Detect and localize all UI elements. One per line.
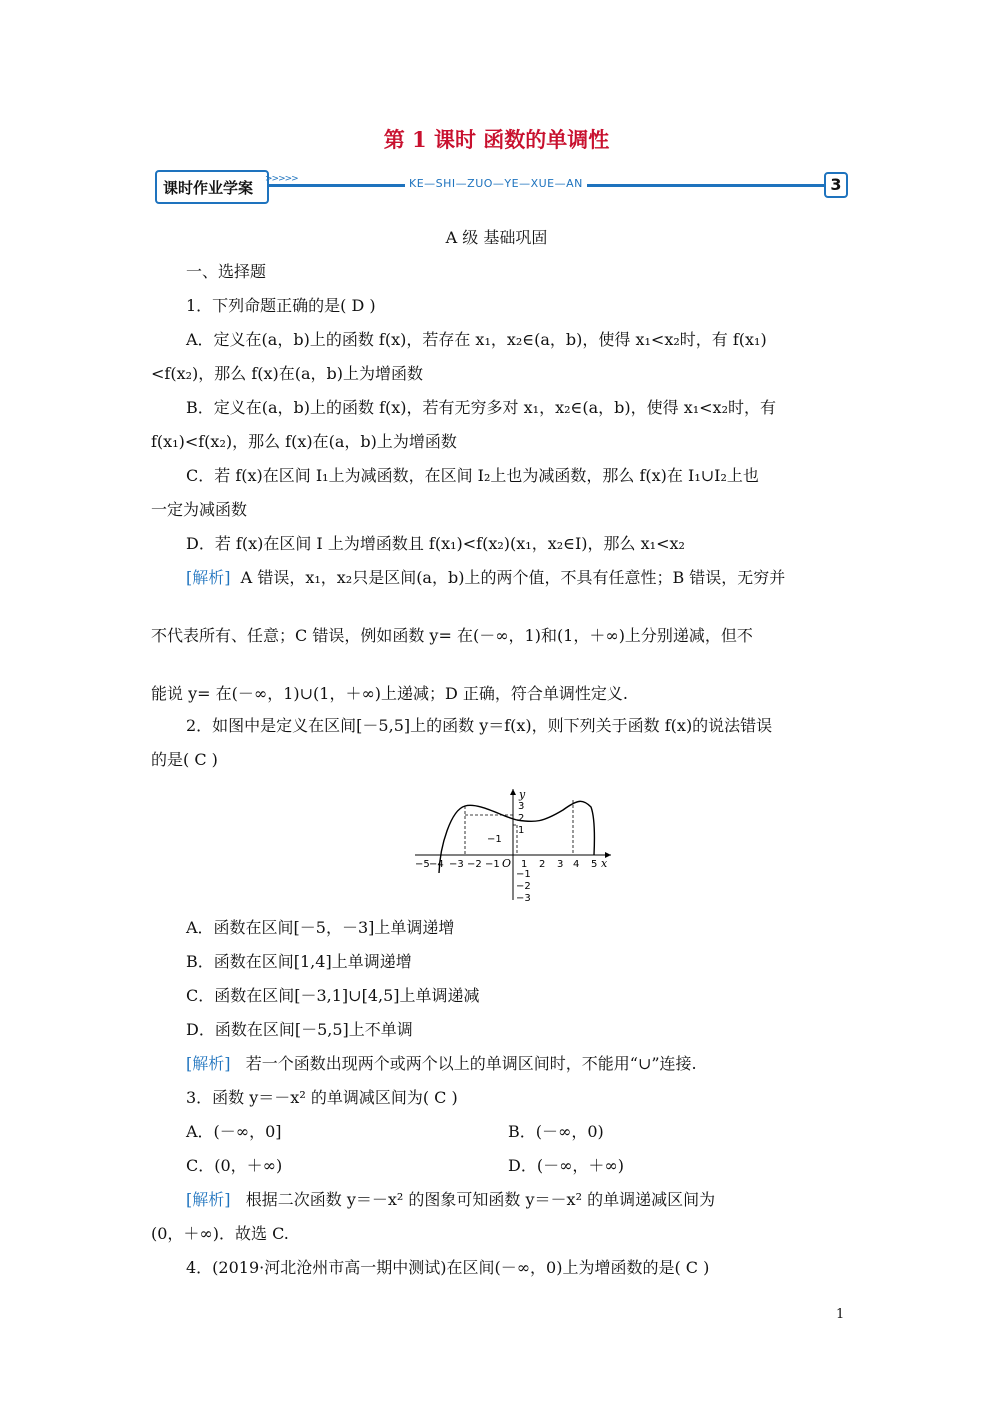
q2-analysis [186, 1054, 697, 1074]
q1-option-b-line2: f(x₁)<f(x₂)，那么 f(x)在(a，b)上为增函数 [151, 432, 457, 451]
section-heading: 一、选择题 [186, 262, 267, 281]
y-tick-label: −3 [516, 893, 531, 903]
q2-analysis-text: 若一个函数出现两个或两个以上的单调区间时，不能用“∪”连接. [245, 1054, 697, 1073]
inner-label: −1 [487, 834, 502, 845]
q3-option-b: B．(－∞，0) [508, 1122, 604, 1141]
analysis-tag: [解析] [186, 1054, 231, 1073]
x-tick-label: 2 [539, 859, 546, 870]
q1-analysis-line3: 能说 y= 在(－∞，1)∪(1，＋∞)上递减；D 正确，符合单调性定义. [151, 684, 629, 703]
page-number: 1 [836, 1307, 845, 1322]
q3-analysis-line1 [186, 1190, 715, 1210]
q3-option-d: D．(－∞，＋∞) [508, 1156, 624, 1175]
q2-option-c: C．函数在区间[－3,1]∪[4,5]上单调递减 [186, 986, 480, 1005]
origin-label: O [502, 857, 512, 870]
q1-option-c-line1: C．若 f(x)在区间 I₁上为减函数，在区间 I₂上也为减函数，那么 f(x)在 I₁∪I₂上也 [186, 466, 759, 485]
level-heading: A 级 基础巩固 [445, 228, 548, 247]
x-tick-label: −4 [429, 859, 444, 870]
q3-stem: 3．函数 y＝－x² 的单调减区间为( C ) [186, 1088, 458, 1107]
q1-analysis-line2: 不代表所有、任意；C 错误，例如函数 y= 在(－∞，1)和(1，＋∞)上分别递减，但不 [151, 626, 753, 645]
q1-option-b-line1: B．定义在(a，b)上的函数 f(x)，若有无穷多对 x₁，x₂∈(a，b)，使得 x₁<x₂时，有 [186, 398, 776, 417]
y-tick-label: 3 [518, 801, 525, 812]
x-tick-label: 4 [573, 859, 580, 870]
banner-arrows: >>>>> [265, 174, 298, 184]
banner-pinyin: KE—SHI—ZUO—YE—XUE—AN [405, 177, 587, 190]
q1-option-c-line2: 一定为减函数 [151, 500, 248, 519]
q1-analysis-text: A 错误，x₁，x₂只是区间(a，b)上的两个值，不具有任意性；B 错误，无穷并 [240, 568, 786, 587]
x-tick-label: 1 [521, 859, 528, 870]
section-banner [155, 170, 850, 204]
y-tick-label: 1 [518, 825, 525, 836]
q1-option-a-line1: A．定义在(a，b)上的函数 f(x)，若存在 x₁，x₂∈(a，b)，使得 x₁<x₂时，有 f(x₁) [186, 330, 767, 349]
y-tick-label: 2 [518, 813, 525, 824]
q2-option-d: D．函数在区间[－5,5]上不单调 [186, 1020, 413, 1039]
function-graph [413, 785, 613, 903]
page-title: 第 1 课时 函数的单调性 [383, 127, 610, 152]
q2-stem-line2: 的是( C ) [151, 750, 218, 769]
y-axis-label: y [519, 788, 526, 801]
banner-number: 3 [824, 172, 848, 198]
q1-analysis-line1 [186, 568, 785, 588]
x-tick-label: 5 [591, 859, 598, 870]
x-tick-label: −2 [467, 859, 482, 870]
x-tick-label: −5 [415, 859, 430, 870]
q3-analysis-line2: (0，＋∞)．故选 C. [151, 1224, 289, 1243]
q1-stem: 1．下列命题正确的是( D ) [186, 296, 376, 315]
q3-option-a: A．(－∞，0] [186, 1122, 282, 1141]
analysis-tag: [解析] [186, 1190, 231, 1209]
analysis-tag: [解析] [186, 568, 231, 587]
y-tick-label: −1 [516, 869, 531, 880]
y-axis-arrow [510, 789, 516, 795]
x-tick-label: 3 [557, 859, 564, 870]
x-axis-label: x [601, 857, 608, 870]
y-tick-label: −2 [516, 881, 531, 892]
q4-stem: 4．(2019·河北沧州市高一期中测试)在区间(－∞，0)上为增函数的是( C ) [186, 1258, 710, 1277]
q1-option-a-line2: <f(x₂)，那么 f(x)在(a，b)上为增函数 [151, 364, 424, 383]
x-tick-label: −3 [449, 859, 464, 870]
q3-analysis-text: 根据二次函数 y＝－x² 的图象可知函数 y＝－x² 的单调递减区间为 [245, 1190, 716, 1209]
q2-stem-line1: 2．如图中是定义在区间[－5,5]上的函数 y＝f(x)，则下列关于函数 f(x)的说法错误 [186, 716, 773, 735]
q2-option-a: A．函数在区间[－5，－3]上单调递增 [186, 918, 455, 937]
q3-option-c: C．(0，＋∞) [186, 1156, 283, 1175]
banner-label: 课时作业学案 [163, 179, 254, 197]
banner-label-box [155, 170, 269, 204]
q2-option-b: B．函数在区间[1,4]上单调递增 [186, 952, 412, 971]
x-tick-label: −1 [485, 859, 500, 870]
q1-option-d: D．若 f(x)在区间 I 上为增函数且 f(x₁)<f(x₂)(x₁，x₂∈I)，那么 x₁<x₂ [186, 534, 685, 553]
